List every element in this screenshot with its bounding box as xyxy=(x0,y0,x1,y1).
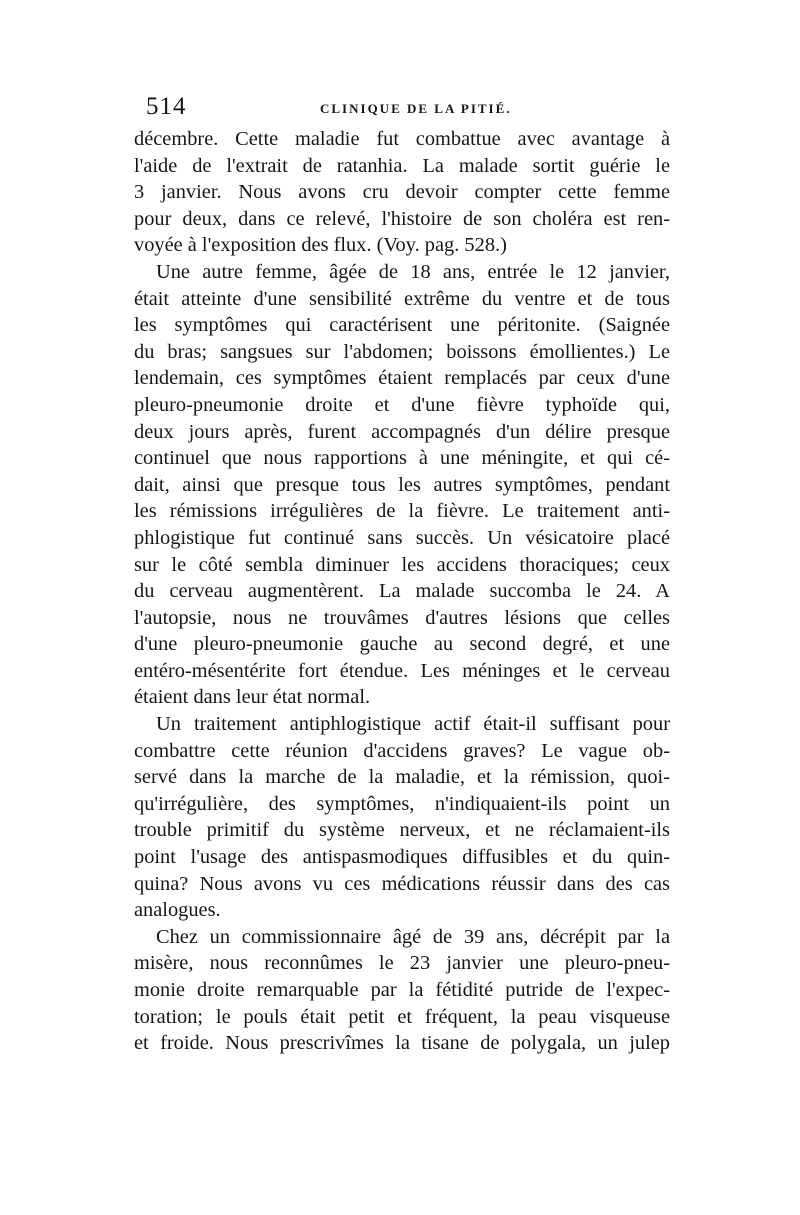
text-line: lendemain, ces symptômes étaient remplacés par ceux d'une xyxy=(134,367,670,390)
text-line: misère, nous reconnûmes le 23 janvier une pleuro-pneu- xyxy=(134,952,670,975)
text-line: Un traitement antiphlogistique actif était-il suffisant pour xyxy=(156,713,670,736)
text-line: monie droite remarquable par la fétidité putride de l'expec- xyxy=(134,979,670,1001)
text-line: qu'irrégulière, des symptômes, n'indiquaient-ils point un xyxy=(134,792,670,815)
text-line: continuel que nous rapportions à une méningite, et qui cé- xyxy=(134,447,670,470)
text-line: sur le côté sembla diminuer les accidens thoraciques; ceux xyxy=(134,553,670,576)
text-line: phlogistique fut continué sans succès. Un vésicatoire placé xyxy=(134,526,670,549)
text-line: décembre. Cette maladie fut combattue avec avantage à xyxy=(134,128,670,150)
text-line: les rémissions irrégulières de la fièvre. Le traitement anti- xyxy=(134,500,670,523)
text-line: analogues. xyxy=(134,899,221,922)
text-line: était atteinte d'une sensibilité extrême du ventre et de tous xyxy=(134,287,670,310)
text-line: 3 janvier. Nous avons cru devoir compter cette femme xyxy=(134,181,670,204)
text-line: Une autre femme, âgée de 18 ans, entrée le 12 janvier, xyxy=(156,260,670,283)
text-line: deux jours après, furent accompagnés d'un délire presque xyxy=(134,420,670,443)
text-line: point l'usage des antispasmodiques diffusibles et du quin- xyxy=(134,846,670,869)
text-line: servé dans la marche de la maladie, et la rémission, quoi- xyxy=(134,766,670,789)
text-line: toration; le pouls était petit et fréquent, la peau visqueuse xyxy=(134,1005,670,1028)
text-line: dait, ainsi que presque tous les autres symptômes, pendant xyxy=(134,473,670,496)
text-line: trouble primitif du système nerveux, et ne réclamaient-ils xyxy=(134,819,670,842)
page-header xyxy=(146,92,672,126)
text-line: combattre cette réunion d'accidens graves? Le vague ob- xyxy=(134,739,670,762)
text-line: voyée à l'exposition des flux. (Voy. pag. 528.) xyxy=(134,234,507,257)
running-head: CLINIQUE DE LA PITIÉ. xyxy=(320,101,512,116)
page-number: 514 xyxy=(146,93,187,120)
text-line: étaient dans leur état normal. xyxy=(134,686,371,709)
text-line: et froide. Nous prescrivîmes la tisane de polygala, un julep xyxy=(134,1032,670,1055)
text-line: entéro-mésentérite fort étendue. Les méninges et le cerveau xyxy=(134,659,670,682)
text-line: Chez un commissionnaire âgé de 39 ans, décrépit par la xyxy=(156,925,670,948)
text-line: les symptômes qui caractérisent une péritonite. (Saignée xyxy=(134,314,670,337)
text-line: du bras; sangsues sur l'abdomen; boissons émollientes.) Le xyxy=(134,340,670,363)
body-text xyxy=(134,126,670,1057)
text-line: pour deux, dans ce relevé, l'histoire de son choléra est ren- xyxy=(134,207,670,230)
text-line: du cerveau augmentèrent. La malade succomba le 24. A xyxy=(134,580,670,603)
text-line: pleuro-pneumonie droite et d'une fièvre typhoïde qui, xyxy=(134,393,670,416)
text-line: d'une pleuro-pneumonie gauche au second degré, et une xyxy=(134,633,670,656)
text-line: l'aide de l'extrait de ratanhia. La malade sortit guérie le xyxy=(134,154,670,177)
text-line: quina? Nous avons vu ces médications réussir dans des cas xyxy=(134,872,670,895)
text-line: l'autopsie, nous ne trouvâmes d'autres lésions que celles xyxy=(134,606,670,629)
